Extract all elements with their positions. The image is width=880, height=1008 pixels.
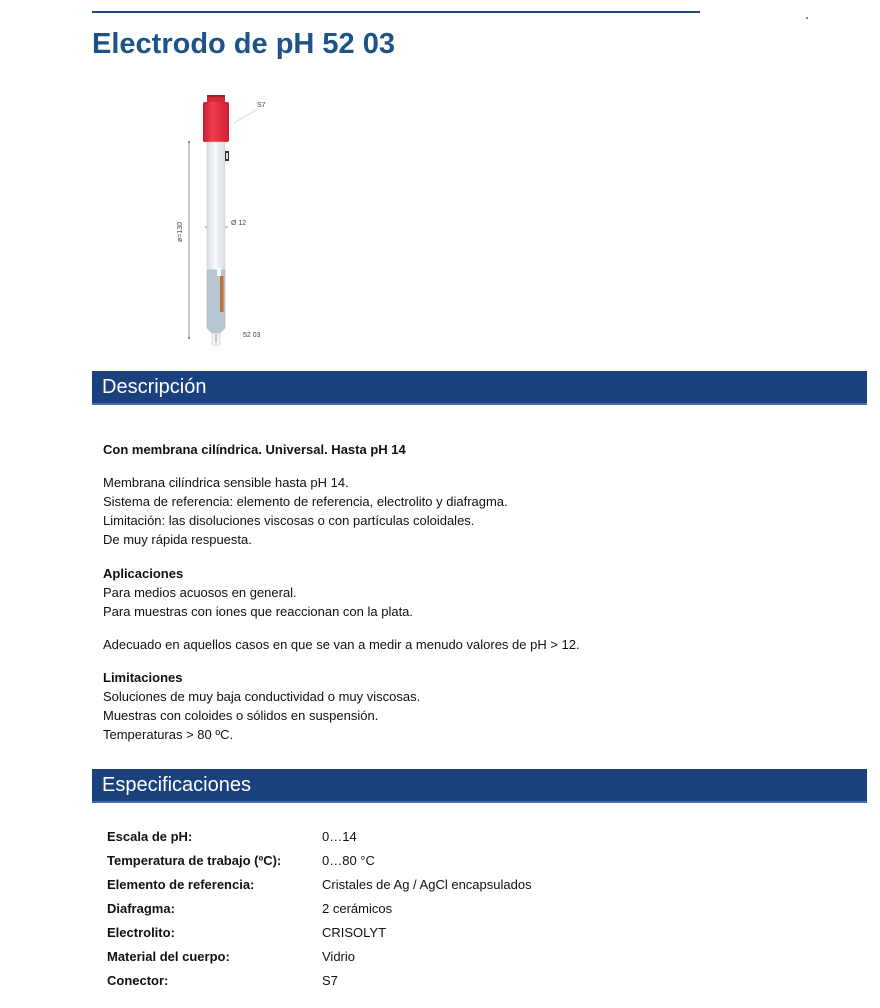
applications-heading: Aplicaciones <box>103 566 184 581</box>
spec-value: 0…80 °C <box>322 853 375 868</box>
spec-label: Diafragma: <box>107 901 175 916</box>
description-line: De muy rápida respuesta. <box>103 532 252 547</box>
specifications-header <box>92 769 867 803</box>
description-heading: Descripción <box>102 376 207 398</box>
spec-value: 0…14 <box>322 829 357 844</box>
spec-label: Electrolito: <box>107 925 175 940</box>
spec-value: S7 <box>322 973 338 988</box>
header-rule <box>92 11 700 13</box>
model-label: 52 03 <box>243 332 261 339</box>
spec-label: Escala de pH: <box>107 829 193 844</box>
corner-mark <box>806 17 808 19</box>
spec-label: Elemento de referencia: <box>107 877 255 892</box>
limitations-line: Muestras con coloides o sólidos en suspensión. <box>103 708 379 723</box>
limitations-line: Temperaturas > 80 ºC. <box>103 727 234 742</box>
spec-value: Vidrio <box>322 949 356 964</box>
description-header <box>92 371 867 405</box>
spec-label: Material del cuerpo: <box>107 949 230 964</box>
description-line: Limitación: las disoluciones viscosas o con partículas coloidales. <box>103 513 475 528</box>
description-line: Sistema de referencia: elemento de referencia, electrolito y diafragma. <box>103 494 508 509</box>
reference-element <box>220 276 224 312</box>
spec-label: Temperatura de trabajo (ºC): <box>107 853 282 868</box>
length-label: ø=130 <box>177 221 184 242</box>
electrode-illustration <box>170 90 280 350</box>
connector-label: S7 <box>257 102 266 109</box>
usage-note: Adecuado en aquellos casos en que se van a medir a menudo valores de pH > 12. <box>103 637 580 652</box>
page-title: Electrodo de pH 52 03 <box>92 28 395 60</box>
spec-value: Cristales de Ag / AgCl encapsulados <box>322 877 532 892</box>
description-subtitle: Con membrana cilíndrica. Universal. Hasta pH 14 <box>103 442 406 457</box>
spec-label: Conector: <box>107 973 169 988</box>
specifications-heading: Especificaciones <box>102 774 251 796</box>
applications-line: Para medios acuosos en general. <box>103 585 297 600</box>
limitations-line: Soluciones de muy baja conductividad o muy viscosas. <box>103 689 421 704</box>
spec-value: 2 cerámicos <box>322 901 393 916</box>
electrode-diagram <box>170 90 280 350</box>
description-line: Membrana cilíndrica sensible hasta pH 14. <box>103 475 349 490</box>
diameter-label: Ø 12 <box>231 220 247 227</box>
spec-value: CRISOLYT <box>322 925 387 940</box>
applications-line: Para muestras con iones que reaccionan con la plata. <box>103 604 414 619</box>
limitations-heading: Limitaciones <box>103 670 183 685</box>
connector-cap <box>203 102 229 142</box>
